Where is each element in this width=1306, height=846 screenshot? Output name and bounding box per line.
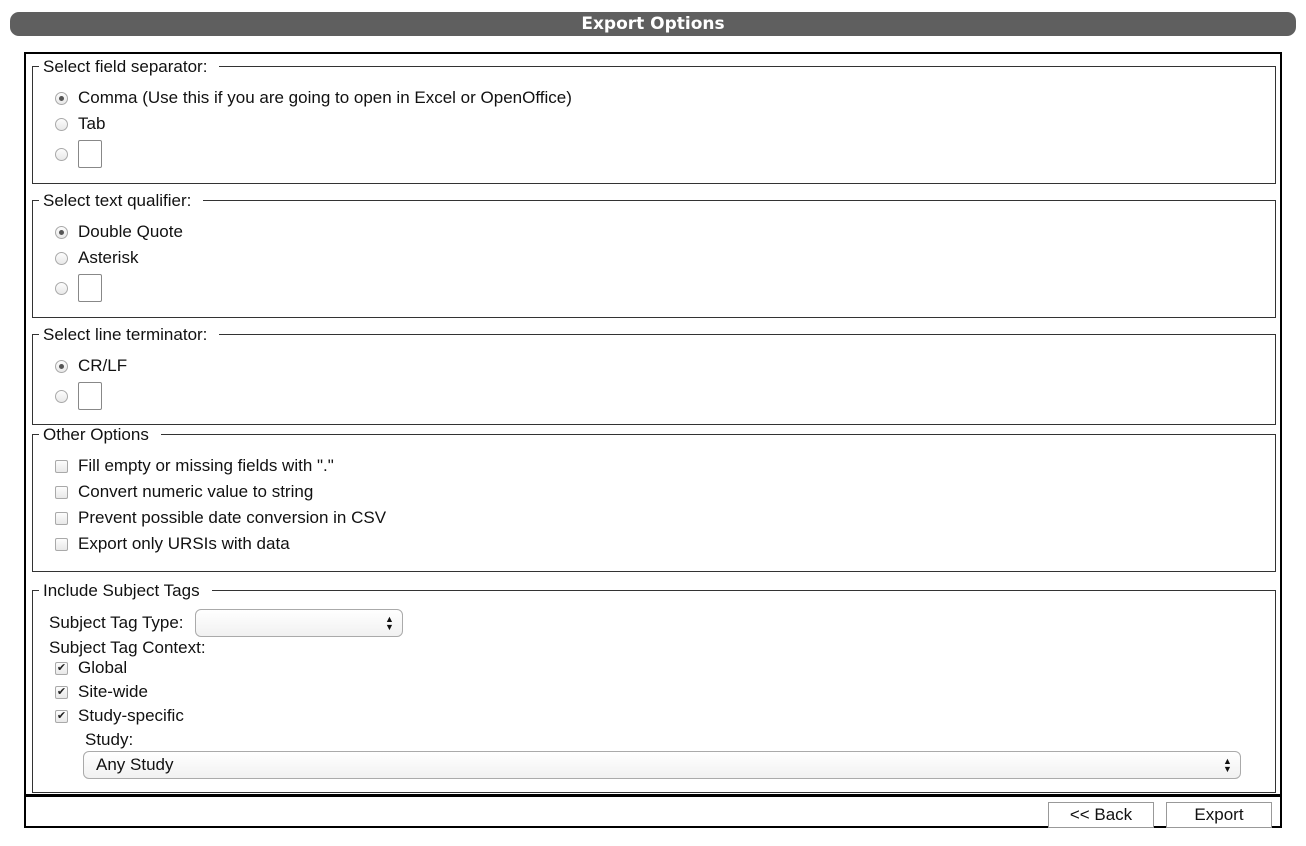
qualifier-option-asterisk[interactable]: [55, 247, 138, 269]
export-ursis-option[interactable]: [55, 533, 290, 555]
study-row: [85, 729, 133, 751]
double-quote-label: Double Quote: [78, 222, 183, 241]
tab-radio[interactable]: [55, 118, 68, 131]
comma-radio[interactable]: [55, 92, 68, 105]
footer-divider: [26, 794, 1280, 797]
qualifier-option-custom[interactable]: [55, 273, 102, 303]
global-checkbox[interactable]: ✔: [56, 661, 67, 674]
study-specific-label: Study-specific: [78, 706, 184, 725]
fill-empty-option[interactable]: [55, 455, 334, 477]
crlf-label: CR/LF: [78, 356, 128, 375]
crlf-radio[interactable]: [55, 360, 68, 373]
fill-empty-checkbox[interactable]: [55, 460, 68, 473]
study-select-value: Any Study: [96, 755, 174, 774]
study-label: Study:: [85, 730, 134, 749]
line-terminator-legend: Select line terminator:: [39, 325, 219, 345]
text-qualifier-group: [32, 191, 1276, 318]
custom-qualifier-radio[interactable]: [55, 282, 68, 295]
export-options-panel: [24, 52, 1282, 828]
study-select[interactable]: [83, 751, 1241, 779]
prevent-date-checkbox[interactable]: [55, 512, 68, 525]
select-arrows-icon: ▲ ▼: [1223, 756, 1232, 774]
custom-terminator-input[interactable]: [78, 382, 102, 410]
other-options-group: [32, 425, 1276, 572]
subject-tag-type-label: Subject Tag Type:: [49, 613, 184, 632]
subject-tags-group: [32, 581, 1276, 793]
context-study-specific-option[interactable]: [55, 705, 184, 727]
convert-numeric-option[interactable]: [55, 481, 313, 503]
fill-empty-label: Fill empty or missing fields with ".": [78, 456, 334, 475]
custom-separator-radio[interactable]: [55, 148, 68, 161]
custom-separator-input[interactable]: [78, 140, 102, 168]
asterisk-label: Asterisk: [78, 248, 139, 267]
global-label: Global: [78, 658, 128, 677]
field-separator-group: [32, 57, 1276, 184]
prevent-date-label: Prevent possible date conversion in CSV: [78, 508, 387, 527]
separator-option-comma[interactable]: [55, 87, 572, 109]
context-global-option[interactable]: [55, 657, 127, 679]
select-arrows-icon: ▲ ▼: [385, 614, 394, 632]
line-terminator-group: [32, 325, 1276, 425]
separator-option-custom[interactable]: [55, 139, 102, 169]
qualifier-option-double-quote[interactable]: [55, 221, 183, 243]
other-options-legend: Other Options: [39, 425, 161, 445]
asterisk-radio[interactable]: [55, 252, 68, 265]
context-site-wide-option[interactable]: [55, 681, 148, 703]
site-wide-checkbox[interactable]: ✔: [56, 685, 67, 698]
subject-tag-context-label: Subject Tag Context:: [49, 638, 206, 657]
text-qualifier-legend: Select text qualifier:: [39, 191, 203, 211]
subject-tags-legend: Include Subject Tags: [39, 581, 212, 601]
site-wide-label: Site-wide: [78, 682, 148, 701]
export-ursis-checkbox[interactable]: [55, 538, 68, 551]
comma-label: Comma (Use this if you are going to open in Excel or OpenOffice): [78, 88, 572, 107]
convert-numeric-checkbox[interactable]: [55, 486, 68, 499]
separator-option-tab[interactable]: [55, 113, 105, 135]
subject-tag-context-row: [49, 637, 206, 659]
tab-label: Tab: [78, 114, 106, 133]
prevent-date-option[interactable]: [55, 507, 386, 529]
dialog-title: Export Options: [10, 12, 1296, 36]
field-separator-legend: Select field separator:: [39, 57, 219, 77]
export-ursis-label: Export only URSIs with data: [78, 534, 290, 553]
subject-tag-type-row: [49, 609, 184, 637]
subject-tag-type-select[interactable]: [195, 609, 403, 637]
custom-qualifier-input[interactable]: [78, 274, 102, 302]
custom-terminator-radio[interactable]: [55, 390, 68, 403]
terminator-option-crlf[interactable]: [55, 355, 127, 377]
terminator-option-custom[interactable]: [55, 381, 102, 411]
double-quote-radio[interactable]: [55, 226, 68, 239]
study-specific-checkbox[interactable]: ✔: [56, 709, 67, 722]
convert-numeric-label: Convert numeric value to string: [78, 482, 314, 501]
export-button[interactable]: Export: [1166, 802, 1272, 828]
back-button[interactable]: << Back: [1048, 802, 1154, 828]
